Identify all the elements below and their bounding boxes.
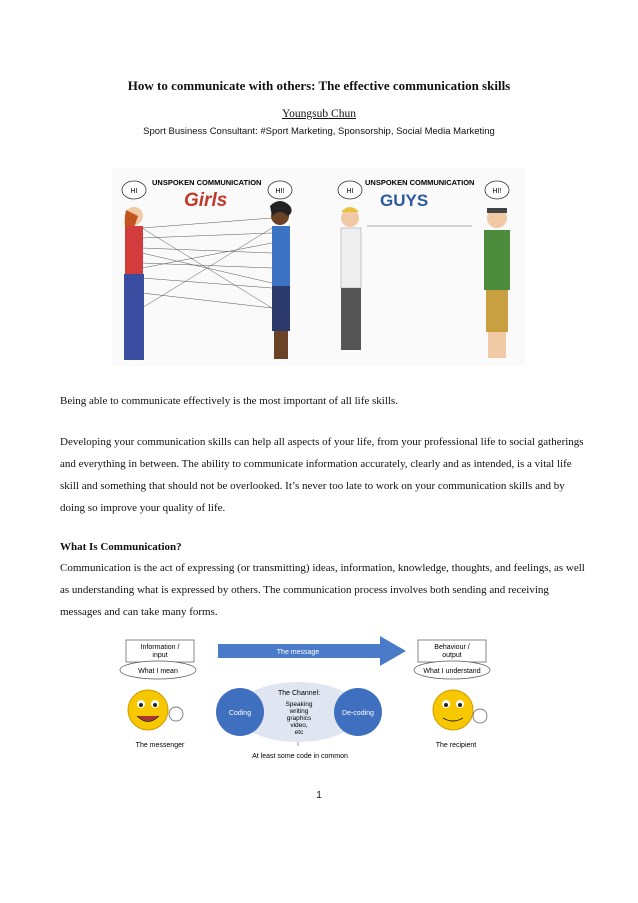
coding-label: Coding (228, 710, 252, 717)
channel-items: Speaking writing graphics video, etc (285, 701, 313, 736)
girls-cartoon-title: Girls (184, 190, 228, 211)
common-code-label: At least some code in common (252, 753, 348, 760)
author-name: Youngsub Chun (282, 108, 356, 120)
message-label: The message (276, 649, 320, 656)
definition-paragraph: Communication is the act of expressing (or transmitting) ideas, information, knowledge, thoughts, and feelings, as well as understanding what is expressed by others. The communication process involves both sending and receiving messages and can take many forms. (60, 562, 585, 618)
author-affiliation: Sport Business Consultant: #Sport Marketing, Sponsorship, Social Media Marketing (143, 126, 495, 137)
channel-title: The Channel: (277, 690, 321, 697)
document-title: How to communicate with others: The effective communication skills (127, 78, 511, 93)
info-input-label: Information / input (140, 644, 180, 659)
decoding-label: De-coding (342, 710, 374, 717)
section-heading: What Is Communication? (60, 541, 182, 553)
guy-left-figure (341, 207, 361, 350)
recipient-smiley (433, 690, 487, 730)
girls-cartoon-header: UNSPOKEN COMMUNICATION (152, 178, 262, 187)
recipient-label: The recipient (435, 742, 477, 749)
unspoken-communication-cartoon (112, 168, 525, 366)
messenger-label: The messenger (135, 742, 185, 749)
girl-right-hi: HI! (275, 188, 285, 195)
girl-left-figure (124, 207, 144, 360)
guys-cartoon-title: GUYS (380, 191, 429, 210)
communication-process-diagram (118, 632, 503, 762)
page-number: 1 (316, 790, 322, 801)
messenger-smiley (128, 690, 183, 730)
what-i-mean-label: What I mean (138, 668, 178, 675)
what-i-understand-label: What I understand (423, 668, 481, 675)
guys-cartoon-header: UNSPOKEN COMMUNICATION (365, 178, 475, 187)
guy-right-hi: HI! (492, 188, 502, 195)
girl-left-hi: HI (130, 188, 138, 195)
skills-paragraph: Developing your communication skills can help all aspects of your life, from your professional life to social gatherings and everything in between. The ability to communicate information accurately, clearly and as intended, is a vital life skill and something that should not be overlooked. It’s never too late to work on your communication skills and by doing so improve your quality of life. (60, 436, 584, 514)
guy-left-hi: HI (346, 188, 354, 195)
intro-paragraph: Being able to communicate effectively is the most important of all life skills. (60, 395, 398, 407)
behaviour-output-label: Behaviour / output (434, 644, 470, 659)
